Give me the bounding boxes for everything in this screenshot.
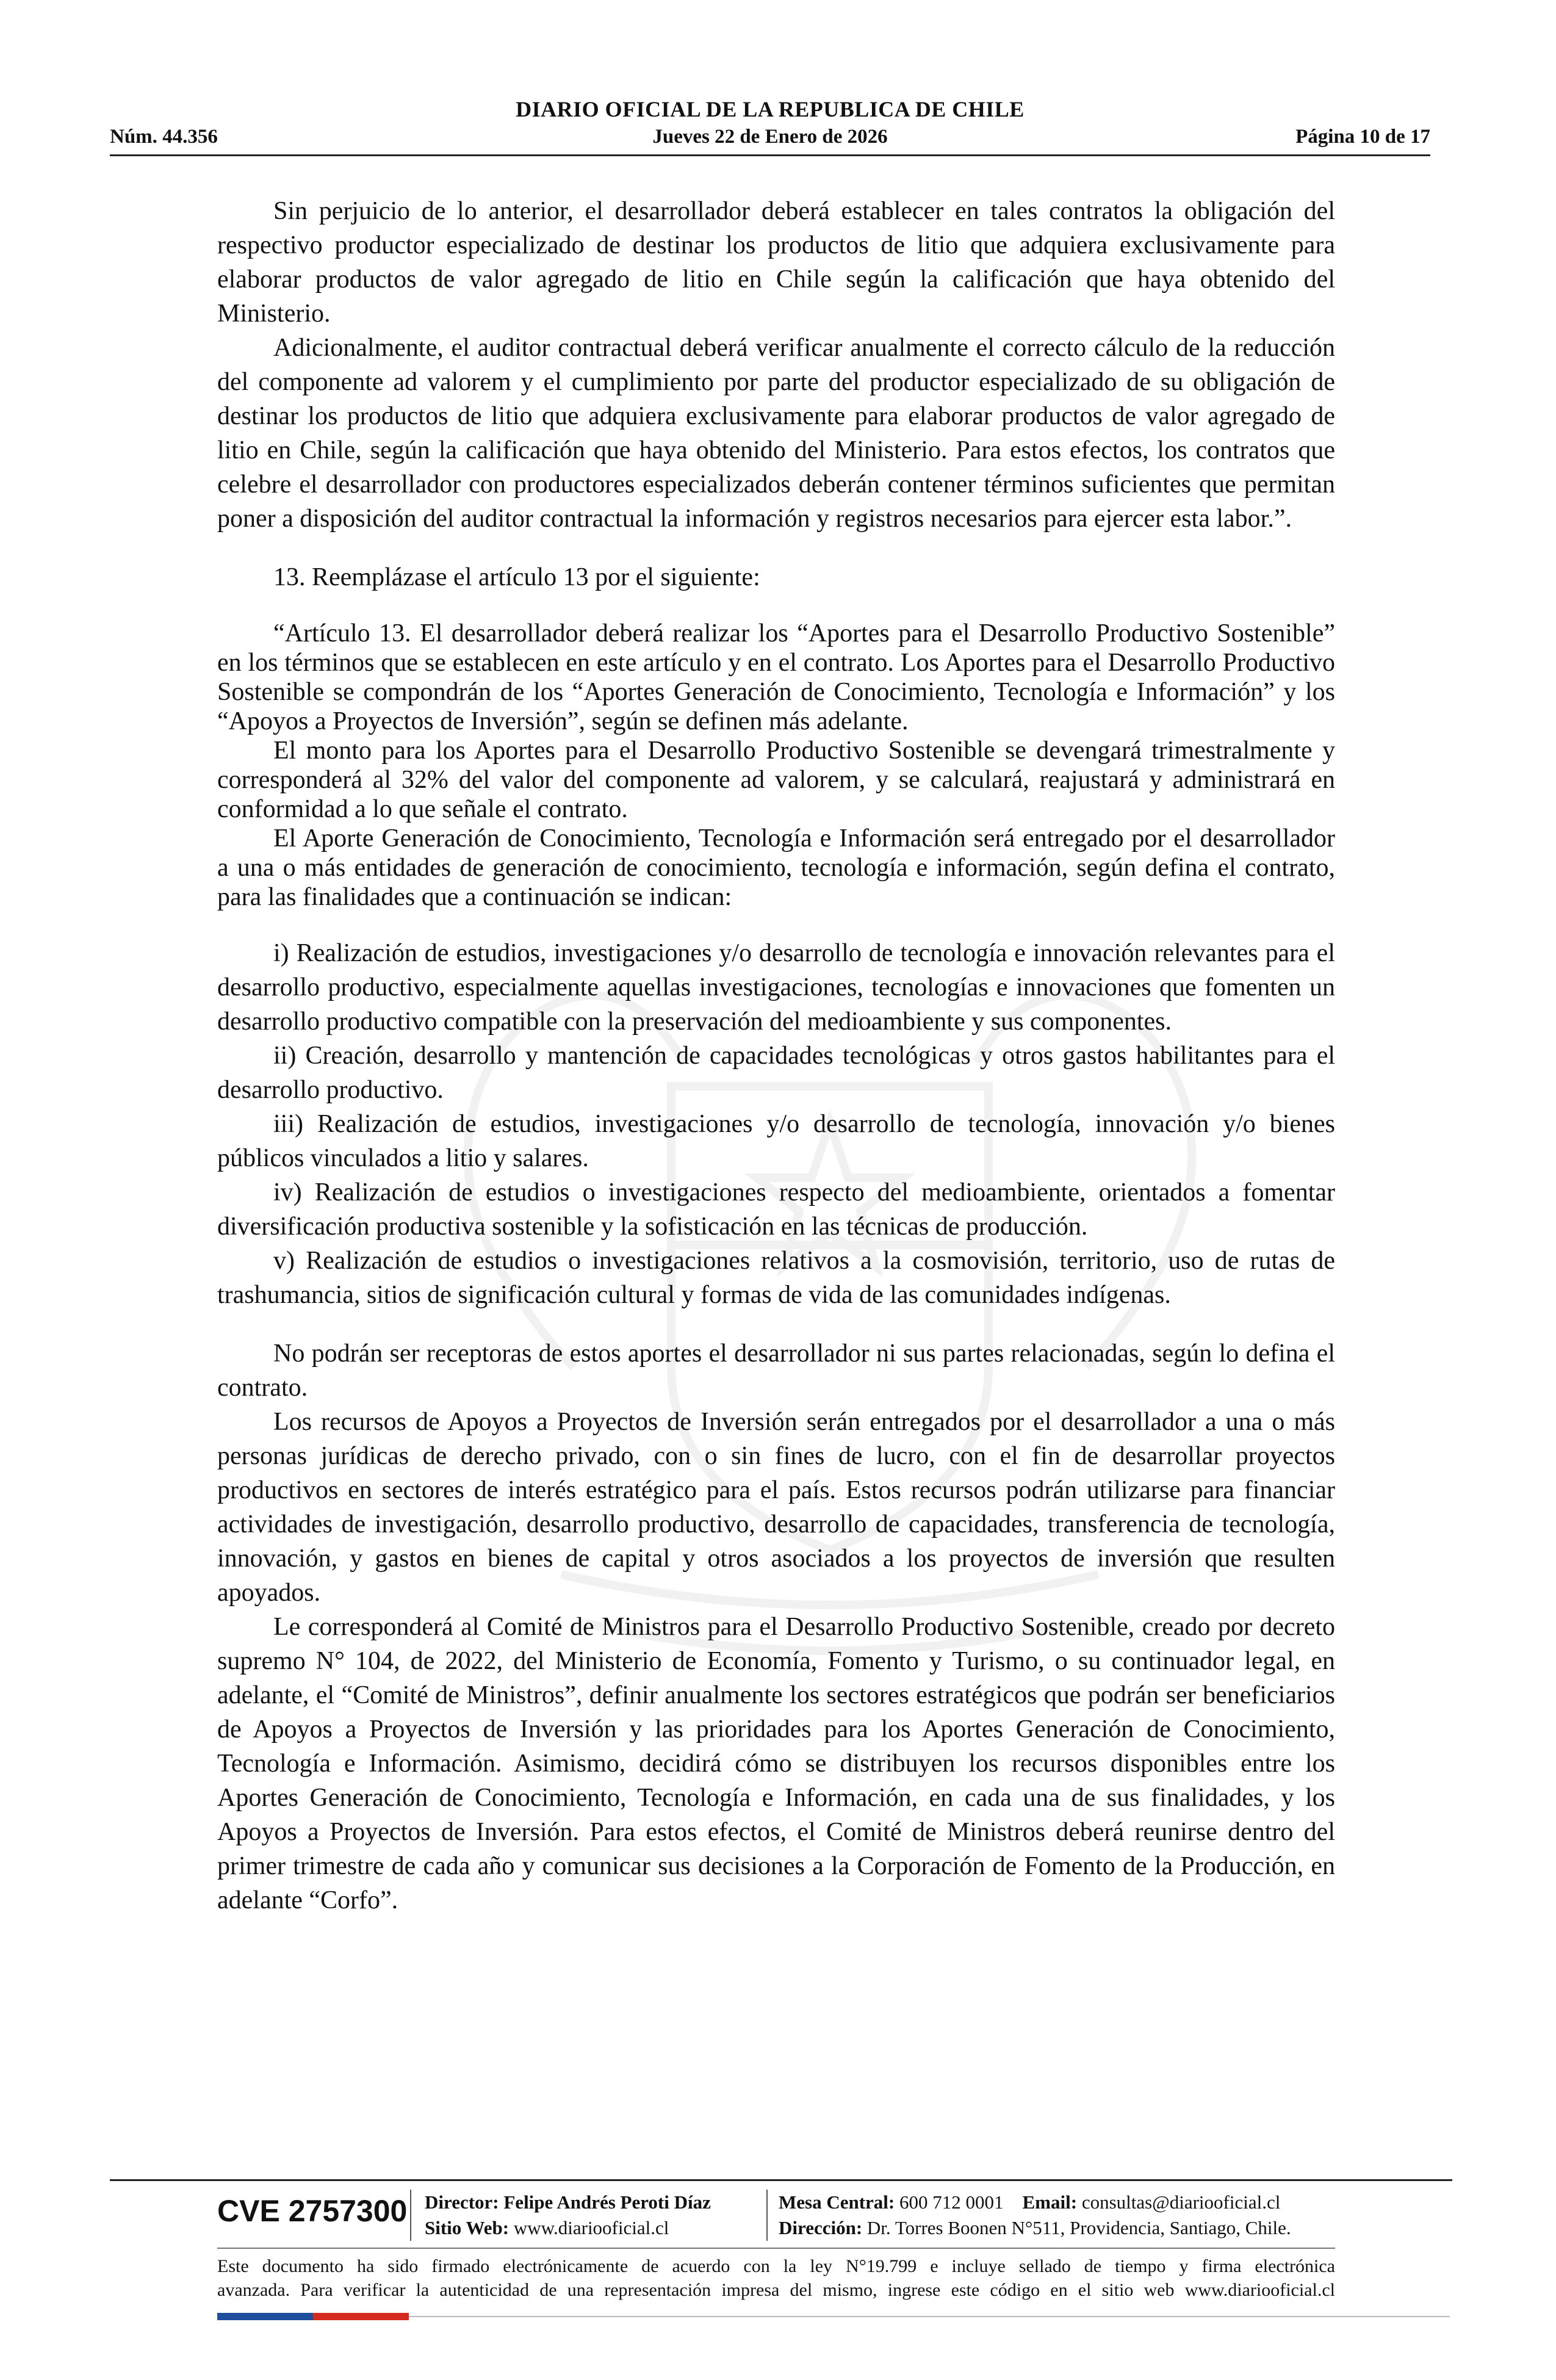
legal-divider (217, 2248, 1335, 2249)
footer-contact-left (425, 2190, 711, 2241)
flag-stripe (217, 2313, 409, 2320)
list-item: v) Realización de estudios o investigaciones relativos a la cosmovisión, territorio, uso de rutas de trashumancia, sitios de significación cultural y formas de vida de las comunidades indígenas. (217, 1247, 1335, 1309)
address-value: Dr. Torres Boonen N°511, Providencia, Santiago, Chile. (866, 2217, 1291, 2238)
list-item: i) Realización de estudios, investigaciones y/o desarrollo de tecnología e innovación relevantes para el desarrollo productivo, especialmente aquellas investigaciones, tecnologías e innovaciones que fomenten un desarrollo productivo compatible con la preservación del medioambiente y sus componentes. (217, 939, 1335, 1036)
mesa-label: Mesa Central: (779, 2191, 895, 2213)
list-item: iv) Realización de estudios o investigaciones respecto del medioambiente, orientados a fomentar diversificación productiva sostenible y la sofisticación en las técnicas de producción. (217, 1178, 1335, 1241)
mesa-phone: 600 712 0001 (899, 2191, 1004, 2213)
email-label: Email: (1022, 2191, 1078, 2213)
footer-contact-right (779, 2190, 1291, 2241)
paragraph: Sin perjuicio de lo anterior, el desarrollador deberá establecer en tales contratos la obligación del respectivo productor especializado de destinar los productos de litio que adquiera exclusivamente para elaborar productos de valor agregado de litio en Chile según la calificación que haya obtenido del Ministerio. (217, 197, 1335, 328)
director-label: Director: (425, 2191, 499, 2213)
footer-separator (766, 2190, 768, 2241)
flag-stripe-red (313, 2313, 409, 2320)
website-label: Sitio Web: (425, 2217, 510, 2238)
paragraph: Le corresponderá al Comité de Ministros para el Desarrollo Productivo Sostenible, creado por decreto supremo N° 104, de 2022, del Ministerio de Economía, Fomento y Turismo, o su continuador legal, en adelante, el “Comité de Ministros”, definir anualmente los sectores estratégicos que podrán ser beneficiarios de Apoyos a Proyectos de Inversión y las prioridades para los Aportes Generación de Conocimiento, Tecnología e Información. Asimismo, decidirá cómo se distribuyen los recursos disponibles entre los Aportes Generación de Conocimiento, Tecnología e Información, en cada una de sus finalidades, y los Apoyos a Proyectos de Inversión. Para estos efectos, el Comité de Ministros deberá reunirse dentro del primer trimestre de cada año y comunicar sus decisiones a la Corporación de Fomento de la Producción, en adelante “Corfo”. (217, 1613, 1335, 1914)
footer-separator (410, 2190, 411, 2241)
bottom-divider (409, 2316, 1450, 2317)
paragraph: El monto para los Aportes para el Desarrollo Productivo Sostenible se devengará trimestralmente y corresponderá al 32% del valor del componente ad valorem, y se calculará, reajustará y administrará en conformidad a lo que señale el contrato. (217, 737, 1335, 823)
page-footer (217, 2188, 1335, 2245)
issue-number: Núm. 44.356 (110, 126, 218, 148)
address-label: Dirección: (779, 2217, 863, 2238)
list-item: ii) Creación, desarrollo y mantención de capacidades tecnológicas y otros gastos habilitantes para el desarrollo productivo. (217, 1042, 1335, 1104)
footer-divider (110, 2179, 1452, 2181)
legal-line: avanzada. Para verificar la autenticidad de una representación impresa del mismo, ingrese este código en el sitio web www.diariooficial.cl (217, 2280, 1335, 2300)
legal-line: Este documento ha sido firmado electrónicamente de acuerdo con la ley N°19.799 e incluye sellado de tiempo y firma electrónica (217, 2256, 1335, 2276)
issue-date: Jueves 22 de Enero de 2026 (652, 126, 888, 148)
legal-notice (217, 2254, 1335, 2302)
gazette-title: DIARIO OFICIAL DE LA REPUBLICA DE CHILE (516, 97, 1025, 121)
paragraph: “Artículo 13. El desarrollador deberá realizar los “Aportes para el Desarrollo Productivo Sostenible” en los términos que se establecen en este artículo y en el contrato. Los Aportes para el Desarrollo Productivo Sostenible se compondrán de los “Aportes Generación de Conocimiento, Tecnología e Información” y los “Apoyos a Proyectos de Inversión”, según se definen más adelante. (217, 619, 1335, 735)
header-divider (110, 154, 1430, 156)
paragraph: No podrán ser receptoras de estos aportes el desarrollador ni sus partes relacionadas, según lo defina el contrato. (217, 1340, 1335, 1402)
website-link[interactable]: www.diariooficial.cl (513, 2217, 669, 2238)
flag-stripe-blue (217, 2313, 313, 2320)
document-body (217, 194, 1335, 1917)
page-indicator: Página 10 de 17 (1295, 126, 1430, 148)
list-item: iii) Realización de estudios, investigaciones y/o desarrollo de tecnología, innovación y/o bienes públicos vinculados a litio y salares. (217, 1110, 1335, 1172)
cve-code: CVE 2757300 (217, 2194, 408, 2228)
paragraph: El Aporte Generación de Conocimiento, Tecnología e Información será entregado por el desarrollador a una o más entidades de generación de conocimiento, tecnología e información, según defina el contrato, para las finalidades que a continuación se indican: (217, 824, 1335, 911)
paragraph: Los recursos de Apoyos a Proyectos de Inversión serán entregados por el desarrollador a una o más personas jurídicas de derecho privado, con o sin fines de lucro, con el fin de desarrollar proyectos productivos en sectores de interés estratégico para el país. Estos recursos podrán utilizarse para financiar actividades de investigación, desarrollo productivo, desarrollo de capacidades, transferencia de tecnología, innovación, y gastos en bienes de capital y otros asociados a los proyectos de inversión que resulten apoyados. (217, 1408, 1335, 1607)
amendment-heading: 13. Reemplázase el artículo 13 por el siguiente: (273, 563, 760, 591)
director-name: Felipe Andrés Peroti Díaz (503, 2191, 711, 2213)
email-link[interactable]: consultas@diariooficial.cl (1081, 2191, 1281, 2213)
paragraph: Adicionalmente, el auditor contractual deberá verificar anualmente el correcto cálculo de la reducción del componente ad valorem y el cumplimiento por parte del productor especializado de su obligación de destinar los productos de litio que adquiera exclusivamente para elaborar productos de valor agregado de litio en Chile, según la calificación que haya obtenido del Ministerio. Para estos efectos, los contratos que celebre el desarrollador con productores especializados deberán contener términos suficientes que permitan poner a disposición del auditor contractual la información y registros necesarios para ejercer esta labor.”. (217, 334, 1335, 533)
page-header (110, 92, 1430, 159)
